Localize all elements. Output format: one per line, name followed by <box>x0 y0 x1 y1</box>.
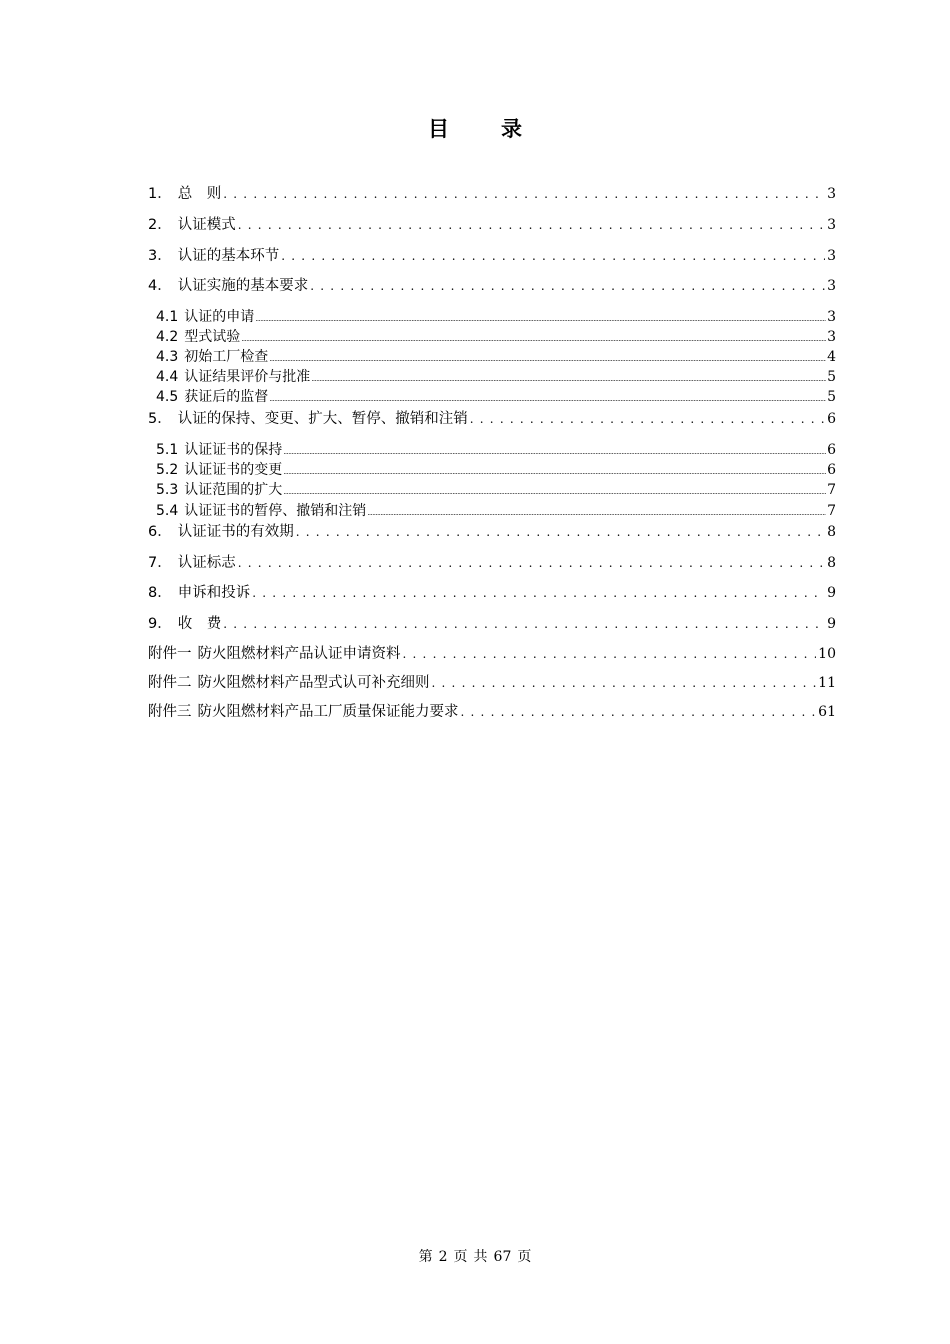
toc-entry-number: 附件三 <box>148 704 192 720</box>
toc-entry-title: 认证的申请 <box>184 309 255 325</box>
toc-entry-9[interactable] <box>148 613 836 635</box>
toc-entry-5[interactable] <box>148 408 836 430</box>
toc-entry-number: 5． <box>148 411 172 427</box>
dot-leader <box>461 701 817 723</box>
toc-entry-1[interactable] <box>148 183 836 205</box>
page-footer <box>0 1246 950 1266</box>
toc-entry-page: 61 <box>818 704 836 720</box>
toc-entry-title: 收 费 <box>177 616 222 632</box>
toc-entry-5-3[interactable] <box>148 480 836 500</box>
toc-entry-page: 6 <box>827 411 836 427</box>
toc-entry-number: 附件一 <box>148 646 192 662</box>
toc-entry-title: 总 则 <box>177 186 222 202</box>
dot-leader <box>281 245 825 267</box>
dot-leader <box>269 349 826 369</box>
toc-entry-title: 型式试验 <box>184 329 241 345</box>
toc-entry-2[interactable] <box>148 214 836 236</box>
toc-entry-page: 9 <box>827 616 836 632</box>
toc-entry-4-1[interactable] <box>148 307 836 327</box>
toc-entry-number: 5.3 <box>156 482 179 498</box>
toc-entry-4-2[interactable] <box>148 327 836 347</box>
toc-entry-5-4[interactable] <box>148 501 836 521</box>
footer-ye-2: 页 <box>517 1249 532 1265</box>
toc-entry-page: 4 <box>827 349 836 365</box>
dot-leader <box>296 521 825 543</box>
title-char-1: 目 <box>428 117 449 141</box>
toc-entry-number: 5.2 <box>156 462 179 478</box>
toc-entry-page: 11 <box>818 675 836 691</box>
toc-entry-page: 3 <box>827 186 836 202</box>
toc-entry-title: 申诉和投诉 <box>177 585 251 601</box>
toc-entry-number: 1． <box>148 186 172 202</box>
toc-entry-number: 9． <box>148 616 172 632</box>
dot-leader <box>238 214 825 236</box>
dot-leader <box>241 329 826 349</box>
dot-leader <box>255 309 826 329</box>
toc-entry-5-2[interactable] <box>148 460 836 480</box>
toc-entry-page: 3 <box>827 278 836 294</box>
toc-entry-number: 5.4 <box>156 503 179 519</box>
toc-entry-page: 3 <box>827 329 836 345</box>
toc-entry-number: 5.1 <box>156 442 179 458</box>
toc-entry-title: 防火阻燃材料产品型式认可补充细则 <box>197 675 430 691</box>
toc-entry-number: 4． <box>148 278 172 294</box>
toc-entry-title: 认证标志 <box>177 555 236 571</box>
toc-entry-number: 2． <box>148 217 172 233</box>
toc-entry-title: 认证证书的暂停、撤销和注销 <box>184 503 367 519</box>
toc-entry-title: 认证实施的基本要求 <box>177 278 309 294</box>
toc-entry-page: 7 <box>827 482 836 498</box>
toc-entry-title: 认证的基本环节 <box>177 248 280 264</box>
toc-entry-title: 认证证书的保持 <box>184 442 283 458</box>
toc-entry-number: 4.5 <box>156 389 179 405</box>
dot-leader <box>311 369 826 389</box>
toc-entry-title: 认证模式 <box>177 217 236 233</box>
toc-entry-page: 9 <box>827 585 836 601</box>
toc-entry-title: 认证的保持、变更、扩大、暂停、撤销和注销 <box>177 411 468 427</box>
toc-entry-title: 初始工厂检查 <box>184 349 269 365</box>
toc-entry-4-3[interactable] <box>148 347 836 367</box>
dot-leader <box>403 643 817 665</box>
dot-leader <box>367 503 826 523</box>
toc-entry-page: 8 <box>827 555 836 571</box>
toc-entry-title: 防火阻燃材料产品工厂质量保证能力要求 <box>197 704 459 720</box>
toc-entry-number: 4.2 <box>156 329 179 345</box>
toc-entry-page: 5 <box>827 389 836 405</box>
toc-entry-4-4[interactable] <box>148 367 836 387</box>
dot-leader <box>283 442 826 462</box>
toc-entry-number: 6． <box>148 524 172 540</box>
footer-gong: 共 <box>473 1249 488 1265</box>
toc-entry-number: 8． <box>148 585 172 601</box>
dot-leader <box>269 389 826 409</box>
toc-annex-2[interactable] <box>148 672 836 694</box>
toc-entry-page: 3 <box>827 248 836 264</box>
toc-entry-title: 防火阻燃材料产品认证申请资料 <box>197 646 401 662</box>
dot-leader <box>252 582 825 604</box>
toc-entry-6[interactable] <box>148 521 836 543</box>
toc-entry-5-1[interactable] <box>148 440 836 460</box>
toc-entry-title: 认证证书的变更 <box>184 462 283 478</box>
dot-leader <box>283 482 826 502</box>
toc-entry-title: 获证后的监督 <box>184 389 269 405</box>
toc-entry-title: 认证结果评价与批准 <box>184 369 311 385</box>
toc-entry-number: 4.3 <box>156 349 179 365</box>
dot-leader <box>470 408 825 430</box>
dot-leader <box>432 672 817 694</box>
footer-page-number: 2 <box>438 1249 448 1265</box>
toc-entry-4-5[interactable] <box>148 387 836 407</box>
footer-di: 第 <box>418 1249 433 1265</box>
toc-entry-number: 4.1 <box>156 309 179 325</box>
toc-entry-page: 3 <box>827 217 836 233</box>
toc-entry-number: 4.4 <box>156 369 179 385</box>
toc-entry-number: 3． <box>148 248 172 264</box>
toc-entry-page: 5 <box>827 369 836 385</box>
title-char-2: 录 <box>501 117 522 141</box>
toc-entry-title: 认证证书的有效期 <box>177 524 294 540</box>
toc-entry-page: 6 <box>827 462 836 478</box>
dot-leader <box>283 462 826 482</box>
toc-entry-page: 6 <box>827 442 836 458</box>
toc-entry-page: 3 <box>827 309 836 325</box>
footer-total-pages: 67 <box>493 1249 512 1265</box>
toc-annex-1[interactable] <box>148 643 836 665</box>
toc-entry-page: 8 <box>827 524 836 540</box>
dot-leader <box>223 613 825 635</box>
toc-entry-4[interactable] <box>148 275 836 297</box>
toc-entry-title: 认证范围的扩大 <box>184 482 283 498</box>
toc-annex-3[interactable] <box>148 701 836 723</box>
footer-ye: 页 <box>453 1249 468 1265</box>
toc-entry-page: 7 <box>827 503 836 519</box>
toc-entry-7[interactable] <box>148 552 836 574</box>
toc-entry-number: 附件二 <box>148 675 192 691</box>
page-title <box>0 113 950 143</box>
toc-entry-number: 7． <box>148 555 172 571</box>
toc-entry-page: 10 <box>818 646 836 662</box>
dot-leader <box>238 552 825 574</box>
toc-entry-3[interactable] <box>148 245 836 267</box>
toc-entry-8[interactable] <box>148 582 836 604</box>
dot-leader <box>310 275 825 297</box>
dot-leader <box>223 183 825 205</box>
